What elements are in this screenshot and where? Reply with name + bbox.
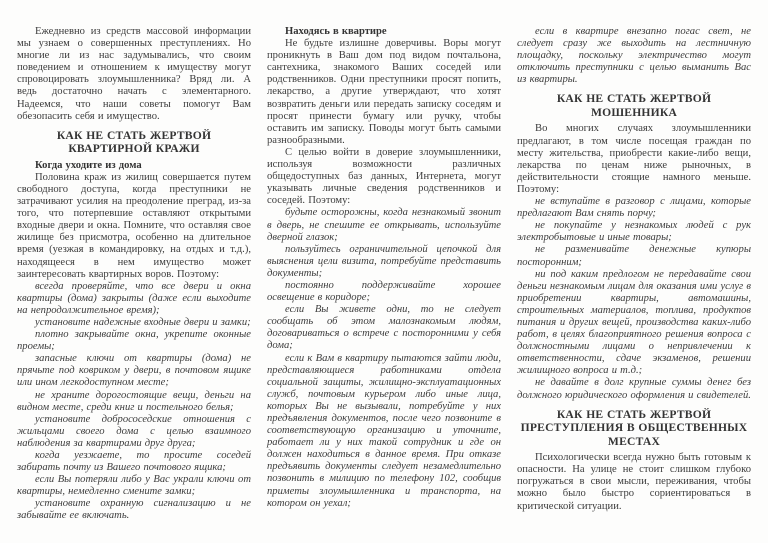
advice-item: не покупайте у незнакомых людей с рук электробытовые и иные товары;: [517, 220, 751, 244]
advice-item: ни под каким предлогом не передавайте свои деньги незнакомым лицам для оказания ими услуг в приобретении квартиры, автомашины, строительных материалов, топлива, продуктов питания и других вещей, производства каких-либо работ, в целях благоприятного решения вопроса с должностными лицами о непривлечении к ответственности, сдаче экзаменов, решении жилищного вопроса и т.д.;: [517, 268, 751, 377]
text-column-right: [517, 26, 751, 535]
subsection-heading: Когда уходите из дома: [35, 159, 142, 171]
paragraph: Психологически всегда нужно быть готовым к опасности. На улице не стоит слишком глубоко погружаться в свои мысли, переживания, чтобы можно было быстро сориентироваться в критической ситуации.: [517, 452, 751, 512]
advice-item: запасные ключи от квартиры (дома) не прячьте под ковриком у двери, в почтовом ящике или ином легкодоступном месте;: [17, 353, 251, 389]
advice-item: не храните дорогостоящие вещи, деньги на видном месте, среди книг и постельного белья;: [17, 389, 251, 413]
advice-item: если к Вам в квартиру пытаются зайти люди, представляющиеся работниками отдела социальной защиты, жилищно-эксплуатационных служб, почтовым курьером либо иные лица, которых Вы не вызывали, потребуйте у них предъявления документов, после чего позвоните в соответствующую организацию и уточните, работает ли у них такой сотрудник и где он должен находиться в данное время. При отказе предъявить документы следует незамедлительно позвонить в милицию по телефону 102, сообщив приметы злоумышленника и транспорта, на котором он уехал;: [267, 352, 501, 509]
advice-item: установите надежные входные двери и замки;: [35, 316, 251, 328]
advice-item: установите добрососедские отношения с жильцами своего дома с целью взаимного наблюдения за квартирами друг друга;: [17, 413, 251, 449]
section-heading: КАК НЕ СТАТЬ ЖЕРТВОЙ МОШЕННИКА: [556, 92, 712, 119]
advice-item: постоянно поддерживайте хорошее освещение в коридоре;: [267, 279, 501, 304]
advice-item: когда уезжаете, то просите соседей забирать почту из Вашего почтового ящика;: [17, 450, 251, 474]
subsection-heading: Находясь в квартире: [285, 26, 387, 37]
paragraph: Ежедневно из средств массовой информации мы узнаем о совершенных преступлениях. Но многие ли из нас задумывались, что своим поведением и отношением к имуществу могут спровоцировать злоумышленника? Вряд ли. А ведь достаточно начать с элементарного. Надеемся, что наши советы помогут Вам обезопасить себя и имущество.: [17, 26, 251, 122]
advice-item: не вступайте в разговор с лицами, которые предлагают Вам снять порчу;: [517, 196, 751, 220]
advice-item: если Вы живете одни, то не следует сообщать об этом малознакомым людям, договариваться о встрече с посторонними у себя дома;: [267, 304, 501, 352]
advice-item: не разменивайте денежные купюры посторонним;: [517, 244, 751, 268]
paragraph: С целью войти в доверие злоумышленники, используя возможности различных общедоступных баз данных, Интернета, могут указывать личные сведения родственников и соседей. Поэтому:: [267, 146, 501, 207]
text-column-middle: [267, 26, 501, 535]
advice-item: установите охранную сигнализацию и не забывайте ее включать.: [17, 498, 251, 522]
advice-item: будьте осторожны, когда незнакомый звонит в дверь, не спешите ее открывать, используйте дверной глазок;: [267, 207, 501, 243]
paragraph: Половина краж из жилищ совершается путем свободного доступа, когда преступники не затрачивают усилия на преодоление преград, из-за того, что потерпевшие оставляют открытыми входные двери и окна. Помните, что оставляя свое жилище без присмотра, особенно на длительное время (уезжая в командировку, на отдых и т.д.), находящееся в нем имущество может заинтересовать квартирных воров. Поэтому:: [17, 171, 251, 280]
section-heading: КАК НЕ СТАТЬ ЖЕРТВОЙ КВАРТИРНОЙ КРАЖИ: [56, 128, 212, 156]
advice-item: если в квартире внезапно погас свет, не следует сразу же выходить на лестничную площадку, поскольку электричество могут отключить преступники с целью выманить Вас из квартиры.: [517, 26, 751, 86]
section-heading: КАК НЕ СТАТЬ ЖЕРТВОЙ ПРЕСТУПЛЕНИЯ В ОБЩЕСТВЕННЫХ МЕСТАХ: [520, 407, 748, 448]
paragraph: Не будьте излишне доверчивы. Воры могут проникнуть в Ваш дом под видом почтальона, сантехника, знакомого Ваших соседей или родственников. Одни преступники просят попить, лекарство, а другие утверждают, что хотят возвратить деньги или передать записку соседям и просят принести бумагу или ручку, чтобы оставить им записку. Поводы могут быть самыми разнообразными.: [267, 38, 501, 146]
advice-item: не давайте в долг крупные суммы денег без должного юридического оформления и свидетелей.: [517, 377, 751, 401]
text-column-left: [17, 26, 251, 535]
paragraph: Во многих случаях злоумышленники предлагают, в том числе посещая граждан по месту жительства, приобрести какие-либо вещи, лекарства по ценам ниже рыночных, в действительности стоящие намного меньше. Поэтому:: [517, 123, 751, 195]
advice-item: плотно закрывайте окна, укрепите оконные проемы;: [17, 329, 251, 353]
advice-item: всегда проверяйте, что все двери и окна квартиры (дома) закрыты (даже если выходите на непродолжительное время);: [17, 280, 251, 316]
advice-item: пользуйтесь ограничительной цепочкой для выяснения цели визита, потребуйте представить документы;: [267, 243, 501, 279]
advice-item: если Вы потеряли либо у Вас украли ключи от квартиры, немедленно смените замки;: [17, 474, 251, 498]
